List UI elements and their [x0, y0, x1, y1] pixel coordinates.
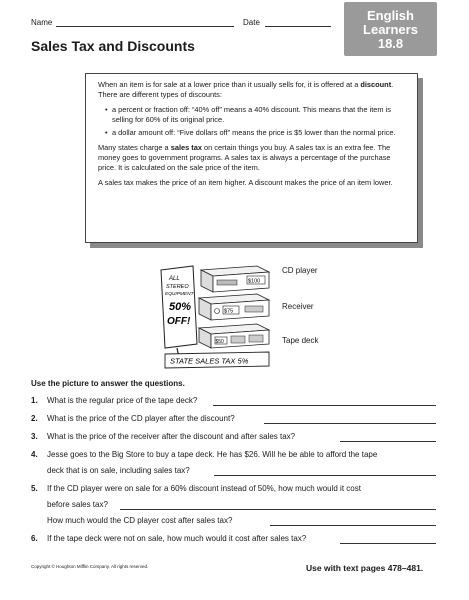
question-number: 6. [31, 534, 38, 543]
question-6 [31, 534, 306, 543]
name-label: Name [31, 18, 53, 27]
answer-line-3[interactable] [340, 441, 436, 442]
info-text: When an item is for sale at a lower price than it usually sells for, it is offered at a [98, 80, 361, 89]
answer-line-6[interactable] [340, 543, 436, 544]
question-4 [31, 450, 377, 459]
question-text: What is the price of the receiver after the discount and after sales tax? [47, 432, 296, 441]
term-discount: discount [360, 80, 392, 89]
tape-deck-drawing [199, 324, 269, 348]
date-label: Date [243, 18, 260, 27]
question-number: 5. [31, 484, 38, 493]
sale-sign [161, 266, 197, 358]
question-number: 4. [31, 450, 38, 459]
label-tape-deck: Tape deck [282, 336, 319, 345]
receiver-drawing [199, 294, 269, 320]
info-text: Many states charge a [98, 143, 171, 152]
list-item: • a percent or fraction off: “40% off” means a 40% discount. This means that the item is selling for 60% of its original price. [106, 105, 405, 125]
price-tag-cd: $100 [248, 278, 261, 285]
info-paragraph-2 [98, 143, 405, 173]
text-pages-reference: Use with text pages 478–481. [306, 563, 424, 573]
page-title: Sales Tax and Discounts [31, 38, 195, 54]
question-text: Jesse goes to the Big Store to buy a tape deck. He has $26. Will he be able to afford the tape [47, 450, 378, 459]
sign-percent: 50% [169, 301, 192, 313]
question-number: 1. [31, 396, 38, 405]
label-receiver: Receiver [282, 302, 314, 311]
badge-lesson-number: 18.8 [377, 36, 404, 51]
question-1 [31, 396, 197, 405]
answer-line-5a[interactable] [120, 509, 436, 510]
question-5-part-2: How much would the CD player cost after sales tax? [47, 516, 233, 525]
question-text: If the CD player were on sale for a 60% discount instead of 50%, how much would it cost [47, 484, 361, 493]
question-text: What is the regular price of the tape deck? [47, 396, 198, 405]
question-2 [31, 414, 235, 423]
name-field[interactable] [56, 26, 234, 27]
tax-banner-text: STATE SALES TAX 5% [170, 356, 249, 366]
sign-text: STEREO [166, 284, 189, 290]
question-4-continued: deck that is on sale, including sales tax? [47, 466, 190, 475]
answer-line-4[interactable] [214, 475, 436, 476]
price-tag-tape: $50 [215, 339, 224, 345]
info-text: on certain things you buy. A sales tax is an extra fee. The money goes to government programs. A sales tax is always a percentage of the purchase price. It is calculated on the sale price of the item. [98, 143, 391, 172]
question-text: What is the price of the CD player after the discount? [47, 414, 235, 423]
price-tag-receiver: $75 [224, 308, 234, 315]
stereo-sale-illustration [157, 262, 273, 372]
sales-tax-banner [165, 352, 269, 368]
info-box [85, 73, 418, 243]
info-paragraph-1 [98, 80, 405, 100]
question-text: If the tape deck were not on sale, how much would it cost after sales tax? [47, 534, 307, 543]
info-text: . There are different types of discounts: [98, 80, 394, 99]
question-3 [31, 432, 295, 441]
info-paragraph-3: A sales tax makes the price of an item higher. A discount makes the price of an item lower. [98, 178, 393, 187]
answer-line-1[interactable] [213, 405, 436, 406]
cd-player-drawing [201, 266, 269, 292]
badge-line-2: Learners [363, 22, 418, 37]
term-sales-tax: sales tax [170, 143, 202, 152]
sign-text: ALL [169, 276, 180, 282]
english-learners-badge [344, 2, 437, 56]
sign-off: OFF! [167, 316, 191, 327]
discount-types-list [98, 105, 405, 138]
date-field[interactable] [265, 26, 331, 27]
question-number: 2. [31, 414, 38, 423]
list-item: • a dollar amount off: “Five dollars off” means the price is $5 lower than the normal price. [106, 128, 405, 138]
label-cd-player: CD player [282, 266, 318, 275]
question-number: 3. [31, 432, 38, 441]
answer-line-5b[interactable] [270, 525, 436, 526]
question-5-continued: before sales tax? [47, 500, 108, 509]
answer-line-2[interactable] [264, 423, 436, 424]
instructions: Use the picture to answer the questions. [31, 379, 185, 388]
copyright: Copyright © Houghton Mifflin Company. All rights reserved. [31, 564, 149, 569]
question-5 [31, 484, 361, 493]
badge-line-1: English [367, 8, 414, 23]
sign-text: EQUIPMENT [165, 292, 194, 297]
